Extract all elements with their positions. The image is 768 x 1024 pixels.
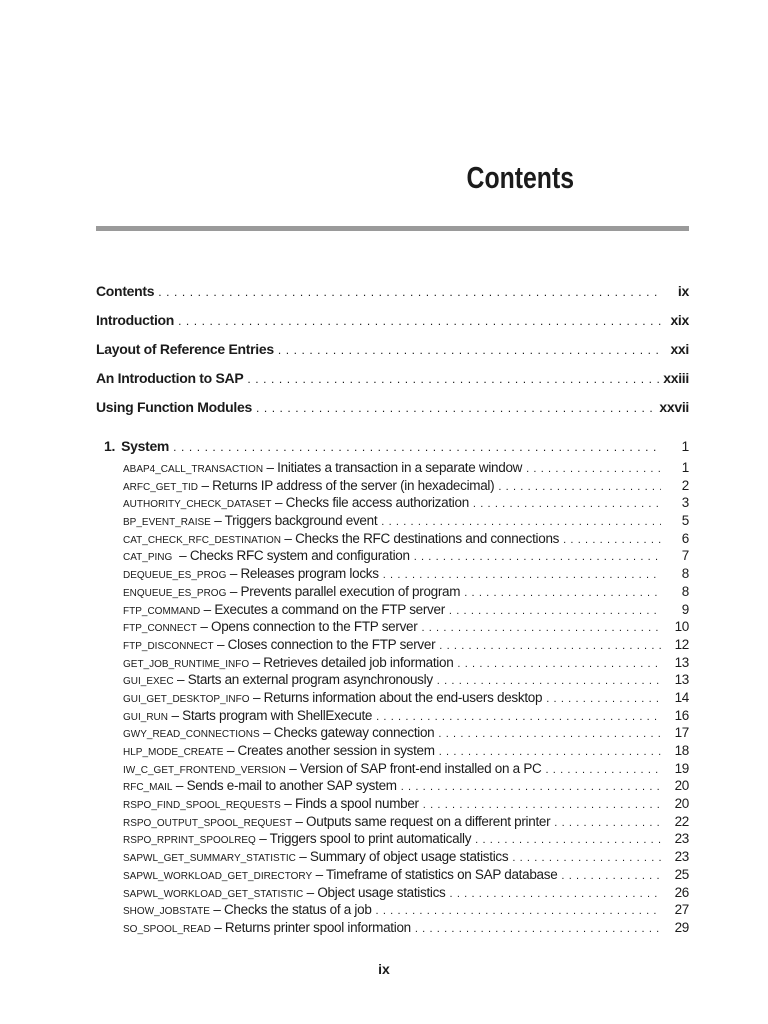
function-description: – Sends e-mail to another SAP system (172, 778, 397, 794)
function-description: – Summary of object usage statistics (295, 849, 509, 865)
dot-leader (561, 870, 661, 882)
toc-page-number: 23 (674, 849, 689, 865)
function-name: SO_SPOOL_READ (123, 923, 211, 935)
toc-page-number: xxvii (659, 399, 689, 415)
dot-leader (376, 905, 661, 917)
function-description: – Triggers spool to print automatically (255, 831, 472, 847)
toc-page-number: 16 (674, 707, 689, 723)
dot-leader (449, 605, 661, 617)
page-title: Contents (466, 160, 574, 195)
function-name: CAT_PING (123, 552, 173, 564)
toc-page-number: 10 (674, 619, 689, 635)
toc-page-number: 25 (674, 866, 689, 882)
toc-function-entry[interactable] (96, 531, 689, 549)
toc-function-entry[interactable] (96, 796, 689, 814)
toc-page-number: 13 (674, 654, 689, 670)
toc-entry-title: Layout of Reference Entries (96, 341, 274, 357)
toc-page-number: 27 (674, 902, 689, 918)
function-name: SAPWL_WORKLOAD_GET_DIRECTORY (123, 870, 313, 882)
toc-entry-title: An Introduction to SAP (96, 370, 244, 386)
function-name: RFC_MAIL (123, 782, 173, 794)
dot-leader (498, 481, 661, 493)
function-description: – Starts an external program asynchronously (173, 672, 433, 688)
toc-page-number: xxiii (663, 370, 689, 386)
toc-page-number: 18 (674, 743, 689, 758)
function-name: FTP_DISCONNECT (123, 640, 214, 652)
toc-function-entry[interactable] (96, 637, 689, 655)
toc-function-entry[interactable] (96, 814, 689, 832)
dot-leader (464, 587, 661, 599)
toc-page-number: 2 (681, 477, 689, 493)
function-description: – Returns IP address of the server (in hexadecimal) (198, 477, 495, 493)
function-name: CAT_CHECK_RFC_DESTINATION (123, 534, 281, 546)
toc-function-entry[interactable] (96, 761, 689, 779)
dot-leader (376, 711, 661, 723)
dot-leader (545, 764, 661, 776)
toc-page-number: 5 (681, 513, 689, 529)
function-name: FTP_COMMAND (123, 605, 201, 617)
dot-leader (178, 314, 661, 328)
toc-page-number: 8 (681, 583, 689, 599)
front-matter-list (96, 283, 689, 428)
function-description: – Releases program locks (226, 566, 379, 582)
dot-leader (439, 746, 661, 758)
toc-page-number: 17 (674, 725, 689, 741)
toc-function-entry[interactable] (96, 548, 689, 566)
page-folio: ix (378, 961, 390, 977)
chapter-page-number: 1 (681, 438, 689, 454)
function-description: – Checks the RFC destinations and connections (280, 530, 560, 546)
toc-page-number: 26 (674, 884, 689, 900)
function-name: GWY_READ_CONNECTIONS (123, 729, 260, 741)
toc-function-entry[interactable] (96, 867, 689, 885)
toc-page-number: 23 (674, 831, 689, 847)
dot-leader (512, 852, 661, 864)
function-name: RSPO_OUTPUT_SPOOL_REQUEST (123, 817, 292, 829)
dot-leader (475, 834, 661, 846)
toc-function-entry[interactable] (96, 690, 689, 708)
toc-function-entry[interactable] (96, 885, 689, 903)
toc-entry-title: Using Function Modules (96, 399, 252, 415)
toc-function-entry[interactable] (96, 743, 689, 761)
function-description: – Triggers background event (210, 513, 378, 529)
toc-function-entry[interactable] (96, 478, 689, 496)
dot-leader (247, 372, 659, 386)
toc-function-entry[interactable] (96, 920, 689, 938)
toc-function-entry[interactable] (96, 831, 689, 849)
toc-page-number: 12 (674, 636, 689, 652)
toc-function-entry[interactable] (96, 655, 689, 673)
function-description: – Initiates a transaction in a separate window (263, 460, 523, 475)
toc-page-number: ix (677, 283, 689, 299)
dot-leader (457, 658, 661, 670)
function-name: SAPWL_GET_SUMMARY_STATISTIC (123, 853, 296, 865)
function-name: GUI_RUN (123, 711, 169, 723)
dot-leader (437, 675, 661, 687)
dot-leader (423, 799, 661, 811)
toc-function-entry[interactable] (96, 584, 689, 602)
function-description: – Creates another session in system (223, 743, 435, 758)
function-description: – Starts program with ShellExecute (168, 707, 373, 723)
dot-leader (414, 551, 661, 563)
dot-leader (173, 440, 661, 454)
function-name: ENQUEUE_ES_PROG (123, 587, 227, 599)
function-description: – Returns printer spool information (210, 919, 411, 935)
dot-leader (421, 622, 661, 634)
dot-leader (546, 693, 661, 705)
function-description: – Prevents parallel execution of program (226, 583, 461, 599)
toc-function-entry[interactable] (96, 619, 689, 637)
function-name: SAPWL_WORKLOAD_GET_STATISTIC (123, 888, 304, 900)
toc-page-number: 8 (681, 566, 689, 582)
function-name: GUI_EXEC (123, 676, 174, 688)
title-rule (96, 226, 689, 231)
function-description: – Outputs same request on a different printer (291, 813, 551, 829)
toc-page-number: 9 (681, 601, 689, 617)
toc-function-entry[interactable] (96, 708, 689, 726)
function-name: DEQUEUE_ES_PROG (123, 570, 227, 582)
toc-function-entry[interactable] (96, 902, 689, 920)
dot-leader (401, 781, 661, 793)
toc-function-entry[interactable] (96, 725, 689, 743)
dot-leader (415, 923, 661, 935)
function-description: – Checks file access authorization (271, 495, 469, 511)
toc-function-entry[interactable] (96, 849, 689, 867)
function-description: – Checks the status of a job (209, 902, 372, 918)
dot-leader (473, 498, 661, 510)
dot-leader (381, 516, 661, 528)
function-name: RSPO_FIND_SPOOL_REQUESTS (123, 800, 281, 812)
toc-function-entry[interactable] (96, 460, 689, 478)
function-description: – Checks gateway connection (259, 725, 435, 741)
function-name: IW_C_GET_FRONTEND_VERSION (123, 764, 286, 776)
dot-leader (563, 534, 661, 546)
toc-entry-title: Contents (96, 283, 155, 299)
function-description: – Returns information about the end-users desktop (249, 689, 543, 705)
table-of-contents (96, 283, 689, 938)
toc-page-number: 22 (674, 813, 689, 829)
toc-page-number: 13 (674, 672, 689, 688)
function-name: RSPO_RPRINT_SPOOLREQ (123, 835, 256, 847)
function-name: AUTHORITY_CHECK_DATASET (123, 499, 272, 511)
toc-page-number: 20 (674, 778, 689, 794)
function-name: ABAP4_CALL_TRANSACTION (123, 464, 264, 475)
function-name: ARFC_GET_TID (123, 481, 199, 493)
dot-leader (450, 888, 661, 900)
toc-function-entry[interactable] (96, 672, 689, 690)
toc-front-entry[interactable] (96, 312, 689, 341)
dot-leader (158, 285, 661, 299)
toc-front-entry[interactable] (96, 341, 689, 370)
dot-leader (256, 401, 655, 415)
toc-function-entry[interactable] (96, 513, 689, 531)
toc-page-number: 6 (681, 530, 689, 546)
function-description: – Timeframe of statistics on SAP database (312, 866, 558, 882)
toc-front-entry[interactable] (96, 399, 689, 428)
dot-leader (439, 640, 661, 652)
toc-page-number: xxi (670, 341, 689, 357)
toc-function-entry[interactable] (96, 495, 689, 513)
toc-page-number: 20 (674, 796, 689, 812)
function-name: HLP_MODE_CREATE (123, 747, 224, 758)
function-description: – Closes connection to the FTP server (213, 636, 436, 652)
function-name: FTP_CONNECT (123, 623, 197, 635)
toc-page-number: 19 (674, 760, 689, 776)
toc-page-number: 1 (681, 460, 689, 475)
dot-leader (554, 817, 661, 829)
function-description: – Opens connection to the FTP server (196, 619, 418, 635)
function-description: – Executes a command on the FTP server (200, 601, 445, 617)
toc-entry-title: Introduction (96, 312, 175, 328)
function-name: GET_JOB_RUNTIME_INFO (123, 658, 250, 670)
toc-function-entry[interactable] (96, 566, 689, 584)
function-description: – Finds a spool number (280, 796, 419, 812)
function-description: – Version of SAP front-end installed on a PC (285, 760, 542, 776)
toc-front-entry[interactable] (96, 370, 689, 399)
chapter-title: System (121, 438, 170, 454)
function-description: – Retrieves detailed job information (249, 654, 454, 670)
toc-page-number: 3 (681, 495, 689, 511)
toc-function-entry[interactable] (96, 778, 689, 796)
dot-leader (383, 569, 661, 581)
dot-leader (438, 728, 661, 740)
chapter-heading[interactable] (96, 438, 689, 460)
chapter-number: 1. (104, 438, 116, 454)
function-description: – Object usage statistics (303, 884, 446, 900)
toc-function-entry[interactable] (96, 602, 689, 620)
function-name: SHOW_JOBSTATE (123, 906, 210, 918)
function-description: – Checks RFC system and configuration (172, 548, 410, 564)
dot-leader (278, 343, 661, 357)
toc-front-entry[interactable] (96, 283, 689, 312)
function-name: BP_EVENT_RAISE (123, 517, 211, 529)
toc-page-number: xix (670, 312, 689, 328)
toc-page-number: 14 (674, 689, 689, 705)
toc-page-number: 29 (674, 919, 689, 935)
function-entry-list (96, 460, 689, 938)
dot-leader (526, 463, 661, 475)
function-name: GUI_GET_DESKTOP_INFO (123, 693, 250, 705)
toc-page-number: 7 (681, 548, 689, 564)
